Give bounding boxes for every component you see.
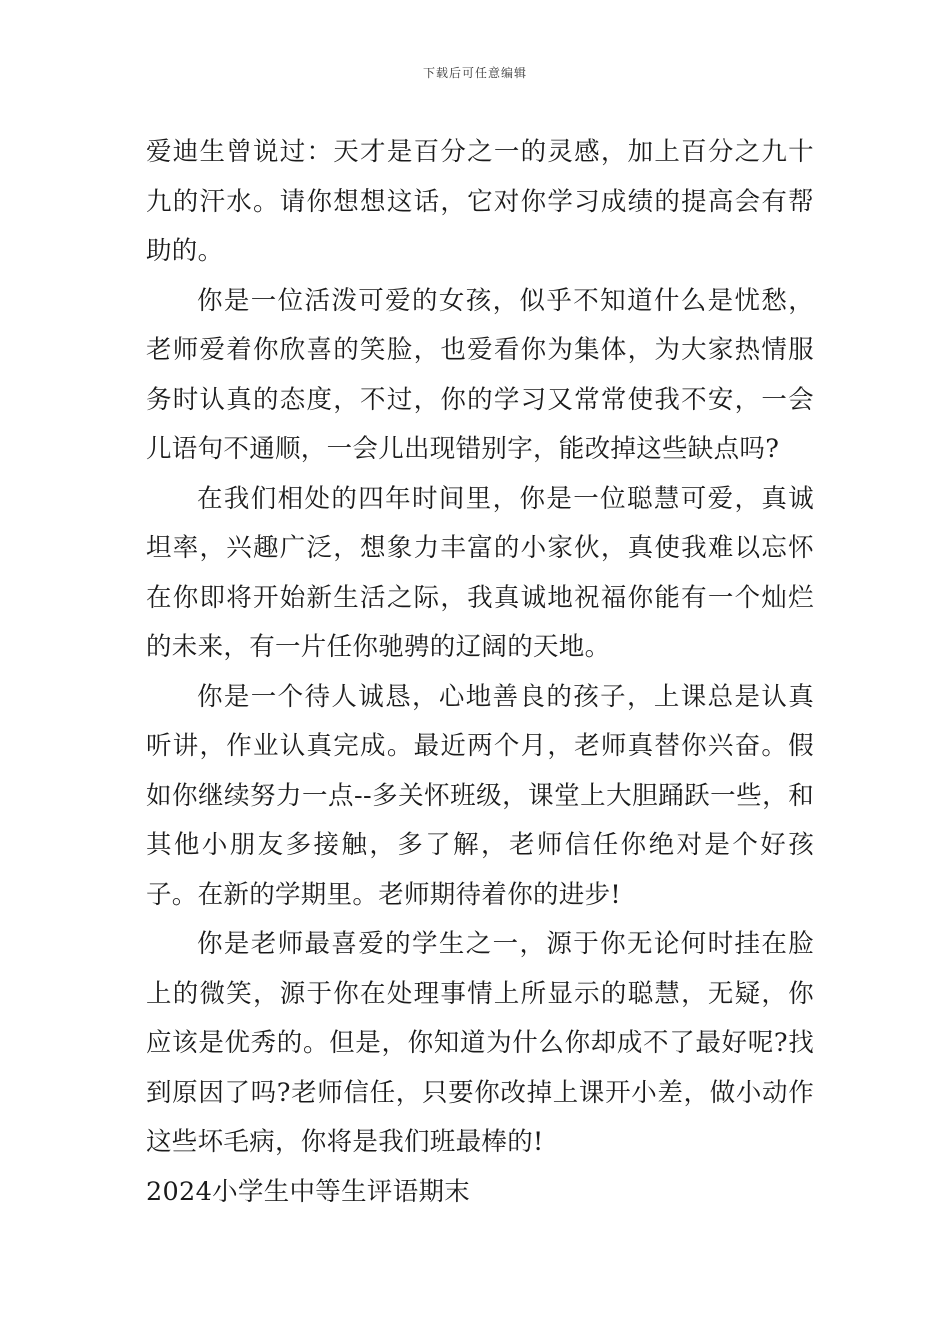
- paragraph-5: 你是老师最喜爱的学生之一，源于你无论何时挂在脸上的微笑，源于你在处理事情上所显示的聪慧，无疑，你应该是优秀的。但是，你知道为什么你却成不了最好呢?找到原因了吗?老师信任，只要你改掉上课开小差，做小动作这些坏毛病，你将是我们班最棒的!: [146, 929, 814, 1157]
- header-note: 下载后可任意编辑: [422, 66, 527, 80]
- paragraph-2: 你是一位活泼可爱的女孩，似乎不知道什么是忧愁，老师爱着你欣喜的笑脸，也爱看你为集体，为大家热情服务时认真的态度，不过，你的学习又常常使我不安，一会儿语句不通顺，一会儿出现错别字，能改掉这些缺点吗?: [146, 285, 814, 464]
- section-title: 2024小学生中等生评语期末: [146, 1176, 471, 1207]
- paragraph-1: 爱迪生曾说过：天才是百分之一的灵感，加上百分之九十九的汗水。请你想想这话，它对你学习成绩的提高会有帮助的。: [146, 137, 814, 266]
- document-body: [146, 128, 814, 1217]
- paragraph-3: 在我们相处的四年时间里，你是一位聪慧可爱，真诚坦率，兴趣广泛，想象力丰富的小家伙，真使我难以忘怀在你即将开始新生活之际，我真诚地祝福你能有一个灿烂的未来，有一片任你驰骋的辽阔的天地。: [146, 483, 814, 662]
- paragraph-4: 你是一个待人诚恳，心地善良的孩子，上课总是认真听讲，作业认真完成。最近两个月，老师真替你兴奋。假如你继续努力一点--多关怀班级，课堂上大胆踊跃一些，和其他小朋友多接触，多了解，老师信任你绝对是个好孩子。在新的学期里。老师期待着你的进步!: [146, 681, 814, 910]
